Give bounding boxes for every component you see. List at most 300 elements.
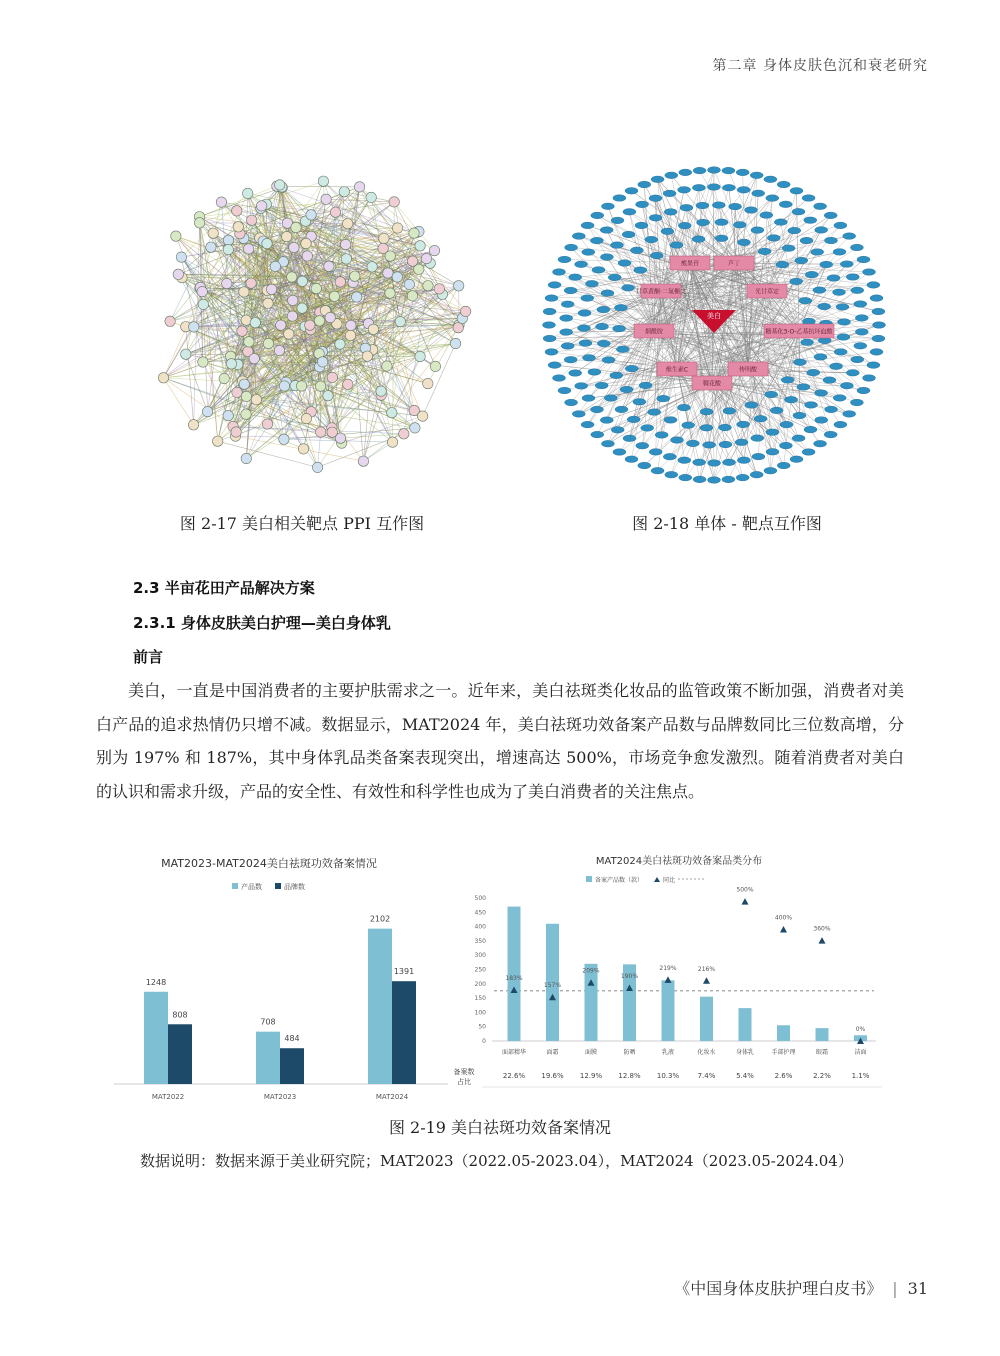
- ppi-node: [314, 316, 324, 326]
- ppi-node: [343, 379, 353, 389]
- category-bar: [662, 980, 675, 1041]
- category-label: 化妆水: [697, 1049, 716, 1056]
- bar-value: 2102: [369, 914, 391, 924]
- ppi-node: [222, 278, 232, 288]
- ppi-node: [429, 245, 439, 255]
- target-node: [545, 349, 558, 356]
- target-node: [664, 209, 677, 216]
- target-node: [613, 195, 626, 202]
- category-bar: [739, 1008, 752, 1041]
- ppi-node: [315, 381, 325, 391]
- target-node: [622, 231, 635, 238]
- y-tick-label: 150: [474, 995, 486, 1003]
- share-value: 12.9%: [579, 1072, 603, 1080]
- target-node: [820, 261, 833, 268]
- target-node: [707, 184, 720, 191]
- running-head: 第二章 身体皮肤色沉和衰老研究: [712, 58, 928, 74]
- target-node: [575, 383, 588, 390]
- legend-marker: [654, 877, 660, 882]
- target-node: [679, 169, 692, 176]
- share-value: 12.8%: [618, 1072, 641, 1080]
- ppi-node: [202, 406, 212, 416]
- target-node: [813, 287, 826, 294]
- ppi-node: [434, 284, 444, 294]
- yoy-label: 190%: [620, 973, 639, 981]
- target-node: [805, 271, 818, 278]
- target-node: [764, 467, 777, 474]
- ppi-node: [324, 261, 334, 271]
- ppi-node: [382, 361, 392, 371]
- target-node: [754, 415, 767, 422]
- target-node: [614, 304, 627, 311]
- target-node: [625, 456, 638, 463]
- ppi-node: [311, 283, 321, 293]
- target-node: [802, 449, 815, 456]
- target-node: [680, 204, 693, 211]
- target-node: [611, 217, 624, 224]
- target-node: [846, 274, 859, 281]
- target-node: [834, 349, 847, 356]
- target-node: [722, 167, 735, 174]
- target-node: [548, 282, 561, 289]
- category-bar: [816, 1028, 829, 1041]
- ppi-node: [387, 437, 397, 447]
- target-node: [578, 325, 591, 332]
- target-node: [601, 440, 614, 447]
- target-node: [649, 195, 662, 202]
- target-node: [745, 207, 758, 214]
- target-node: [712, 202, 725, 209]
- share-value: 19.6%: [541, 1072, 564, 1080]
- yoy-label: 209%: [582, 967, 600, 975]
- target-node: [700, 408, 713, 415]
- category-label: 面部精华: [501, 1049, 527, 1056]
- target-node: [751, 435, 764, 442]
- share-value: 22.6%: [502, 1072, 526, 1080]
- target-node: [729, 203, 742, 210]
- center-target-label: 美白: [707, 312, 721, 320]
- target-node: [618, 260, 631, 267]
- target-node: [641, 425, 654, 432]
- target-node: [597, 306, 610, 313]
- category-label: MAT2024: [375, 1093, 409, 1101]
- target-node: [583, 355, 596, 362]
- ppi-node: [223, 235, 233, 245]
- target-node: [777, 462, 790, 469]
- target-node: [597, 340, 610, 347]
- target-node: [613, 325, 626, 332]
- target-node: [863, 269, 876, 276]
- target-node: [664, 417, 677, 424]
- target-node: [833, 289, 846, 296]
- target-node: [588, 369, 601, 376]
- target-node: [751, 227, 764, 234]
- target-node: [851, 356, 864, 363]
- target-node: [692, 236, 705, 243]
- target-node: [565, 399, 578, 406]
- target-node: [745, 402, 758, 409]
- target-node: [661, 228, 674, 235]
- target-node: [779, 442, 792, 449]
- target-node: [649, 215, 662, 222]
- target-node: [592, 267, 605, 274]
- ppi-node: [241, 315, 251, 325]
- target-node: [581, 222, 594, 229]
- target-node: [827, 275, 840, 282]
- target-node: [779, 201, 792, 208]
- target-node: [601, 203, 614, 210]
- compound-label: 熊果苷: [680, 260, 700, 268]
- ppi-node: [247, 215, 257, 225]
- bar-value: 1248: [145, 977, 167, 987]
- ppi-node: [257, 201, 267, 211]
- target-node: [693, 476, 706, 483]
- target-node: [840, 382, 853, 389]
- target-node: [579, 340, 592, 347]
- target-node: [623, 209, 636, 216]
- ppi-node: [198, 299, 208, 309]
- target-node: [670, 242, 683, 249]
- target-node: [665, 172, 678, 179]
- target-node: [715, 219, 728, 226]
- target-node: [636, 201, 649, 208]
- target-node: [723, 459, 736, 466]
- y-tick-label: 200: [474, 980, 486, 988]
- target-node: [823, 377, 836, 384]
- share-value: 10.3%: [656, 1072, 680, 1080]
- target-node: [582, 395, 595, 402]
- target-node: [715, 235, 728, 242]
- target-node: [553, 269, 566, 276]
- target-node: [610, 372, 623, 379]
- target-node: [697, 219, 710, 226]
- target-node: [708, 460, 721, 467]
- ppi-node: [223, 410, 233, 420]
- ppi-node: [288, 295, 298, 305]
- ppi-node: [399, 429, 409, 439]
- compound-label: 鞣花酸: [702, 380, 722, 388]
- target-node: [777, 181, 790, 188]
- page-footer: [674, 1276, 928, 1299]
- ppi-node: [301, 413, 311, 423]
- ppi-node: [358, 456, 368, 466]
- ppi-node: [335, 339, 345, 349]
- category-label: 手部护理: [771, 1049, 796, 1056]
- y-tick-label: 450: [474, 909, 486, 917]
- ppi-node: [262, 238, 272, 248]
- ppi-node: [350, 271, 360, 281]
- y-tick-label: 250: [474, 966, 486, 974]
- target-node: [855, 315, 868, 322]
- target-node: [627, 416, 640, 423]
- target-node: [671, 437, 684, 444]
- ppi-edge: [277, 186, 360, 187]
- target-node: [591, 431, 604, 438]
- ppi-node: [198, 357, 208, 367]
- target-node: [638, 462, 651, 469]
- target-node: [678, 404, 691, 411]
- ppi-node: [341, 239, 351, 249]
- ppi-node: [383, 268, 393, 278]
- ppi-node: [339, 187, 349, 197]
- ppi-node: [296, 381, 306, 391]
- yoy-label: 219%: [659, 964, 677, 972]
- target-node: [700, 425, 713, 432]
- ppi-node: [158, 373, 168, 383]
- target-node: [611, 427, 624, 434]
- ppi-node: [352, 292, 362, 302]
- ppi-node: [223, 244, 233, 254]
- compound-label: 光甘草定: [754, 288, 780, 296]
- target-node: [696, 202, 709, 209]
- target-node: [635, 222, 648, 229]
- legend-swatch-bar: [586, 876, 592, 882]
- target-node: [765, 391, 778, 398]
- target-node: [591, 212, 604, 219]
- ppi-node: [282, 231, 292, 241]
- target-node: [708, 167, 721, 174]
- y-tick-label: 0: [482, 1038, 486, 1045]
- ppi-node: [276, 320, 286, 330]
- ppi-node: [316, 427, 326, 437]
- target-node: [792, 435, 805, 442]
- ppi-node: [341, 254, 351, 264]
- y-tick-label: 100: [474, 1009, 486, 1017]
- legend-label: 品牌数: [284, 883, 305, 891]
- data-note: 数据说明：数据来源于美业研究院；MAT2023（2022.05-2023.04），MAT2024（2023.05-2024.04）: [140, 1152, 853, 1170]
- category-label: MAT2023: [263, 1093, 297, 1101]
- ppi-node: [244, 337, 254, 347]
- ppi-node: [301, 238, 311, 248]
- category-label: 乳液: [661, 1049, 675, 1056]
- target-node: [807, 369, 820, 376]
- target-node: [863, 375, 876, 382]
- ppi-node: [415, 351, 425, 361]
- target-node: [601, 290, 614, 297]
- target-node: [738, 239, 751, 246]
- target-node: [843, 233, 856, 240]
- category-distribution-chart: [446, 850, 894, 1110]
- target-node: [548, 362, 561, 369]
- target-node: [585, 280, 598, 287]
- target-node: [564, 356, 577, 363]
- yoy-marker: [703, 977, 710, 984]
- target-node: [553, 375, 566, 382]
- target-node: [737, 457, 750, 464]
- target-node: [752, 453, 765, 460]
- target-node: [833, 395, 846, 402]
- ppi-node: [171, 231, 181, 241]
- ppi-node: [243, 244, 253, 254]
- target-node: [850, 244, 863, 251]
- yoy-marker: [665, 976, 672, 983]
- body-paragraph: [96, 674, 904, 808]
- target-node: [815, 390, 828, 397]
- target-node: [608, 274, 621, 281]
- target-node: [793, 412, 806, 419]
- legend-swatch-0: [232, 883, 238, 889]
- ppi-node: [216, 197, 226, 207]
- fig18-caption: 图 2-18 单体 - 靶点互作图: [632, 514, 822, 533]
- ppi-node: [284, 329, 294, 339]
- target-node: [774, 219, 787, 226]
- target-node: [872, 335, 885, 342]
- target-node: [649, 449, 662, 456]
- target-node: [797, 384, 810, 391]
- ppi-node: [243, 188, 253, 198]
- yoy-label: 216%: [697, 965, 716, 973]
- target-node: [582, 249, 595, 256]
- heading-preface: 前言: [133, 648, 164, 666]
- target-node: [678, 222, 691, 229]
- ppi-node: [188, 420, 198, 430]
- target-node: [735, 439, 748, 446]
- paragraph-text: 美白，一直是中国消费者的主要护肤需求之一。近年来，美白祛斑类化妆品的监管政策不断加强，消费者对美白产品的追求热情仍只增不减。数据显示，MAT2024 年，美白祛斑功效备案产品数与品牌数同比三位数高增，分别为 197% 和 187%，其中身体乳品类备案表现突出，增速高达 500%，市场竞争愈发激烈。随着消费者对美白的认识和需求升级，产品的安全性、有效性和科学性也成为了美白消费者的关注焦点。: [96, 681, 904, 801]
- target-node: [581, 421, 594, 428]
- target-node: [639, 382, 652, 389]
- target-node: [818, 303, 831, 310]
- target-node: [825, 237, 838, 244]
- book-title: 《中国身体皮肤护理白皮书》: [674, 1279, 883, 1298]
- ppi-node: [249, 354, 259, 364]
- target-node: [834, 421, 847, 428]
- ppi-node: [176, 252, 186, 262]
- bar-value: 1391: [393, 967, 415, 977]
- ppi-node: [376, 386, 386, 396]
- target-node: [815, 417, 828, 424]
- target-node: [663, 190, 676, 197]
- target-node: [572, 411, 585, 418]
- target-node: [625, 188, 638, 195]
- compound-label: 糖基化3-O-乙基抗坏血酸: [765, 328, 833, 336]
- ppi-node: [219, 373, 229, 383]
- ppi-node: [312, 462, 322, 472]
- target-node: [620, 386, 633, 393]
- target-node: [854, 343, 867, 350]
- yoy-label: 0%: [855, 1026, 866, 1033]
- ppi-node: [325, 312, 335, 322]
- target-node: [634, 267, 647, 274]
- target-node: [682, 422, 695, 429]
- target-node: [565, 244, 578, 251]
- ppi-node: [362, 351, 372, 361]
- fig17-caption: 图 2-17 美白相关靶点 PPI 互作图: [179, 514, 425, 533]
- ppi-node: [454, 281, 464, 291]
- target-node: [679, 474, 692, 481]
- target-node: [560, 329, 573, 336]
- target-node: [867, 362, 880, 369]
- target-node: [846, 370, 859, 377]
- target-node: [692, 184, 705, 191]
- target-node: [600, 254, 613, 261]
- compound-label: 维生素C: [665, 366, 689, 374]
- footer-separator: |: [892, 1279, 898, 1298]
- share-label: 占比: [457, 1078, 471, 1086]
- target-node: [561, 301, 574, 308]
- y-tick-label: 500: [474, 895, 486, 902]
- legend-label: 同比: [663, 877, 676, 884]
- ppi-node: [345, 330, 355, 340]
- target-node: [767, 235, 780, 242]
- target-node: [801, 339, 814, 346]
- ppi-node: [197, 286, 207, 296]
- target-node: [650, 252, 663, 259]
- fig19-caption: 图 2-19 美白祛斑功效备案情况: [388, 1118, 612, 1137]
- ppi-node: [418, 411, 428, 421]
- category-label: 面膜: [584, 1049, 598, 1056]
- target-node: [564, 287, 577, 294]
- target-node: [788, 227, 801, 234]
- target-node: [604, 395, 617, 402]
- target-node: [678, 187, 691, 194]
- category-label: 洁面: [854, 1049, 867, 1056]
- target-node: [802, 195, 815, 202]
- ppi-node: [450, 338, 460, 348]
- ppi-node: [213, 436, 223, 446]
- ppi-node: [206, 242, 216, 252]
- target-node: [833, 249, 846, 256]
- target-node: [790, 188, 803, 195]
- target-node: [596, 323, 609, 330]
- ppi-node: [404, 279, 414, 289]
- target-node: [804, 217, 817, 224]
- target-node: [830, 363, 843, 370]
- target-node: [766, 429, 779, 436]
- target-node: [854, 301, 867, 308]
- bar-品牌数: [280, 1048, 304, 1084]
- category-bar: [700, 997, 713, 1041]
- target-node: [782, 245, 795, 252]
- target-node: [837, 334, 850, 341]
- target-node: [850, 399, 863, 406]
- target-node: [781, 377, 794, 384]
- ppi-node: [275, 180, 285, 190]
- target-node: [645, 236, 658, 243]
- target-node: [665, 471, 678, 478]
- yoy-marker: [780, 926, 787, 933]
- target-node: [543, 335, 556, 342]
- target-node: [595, 382, 608, 389]
- bar-value: 808: [172, 1010, 188, 1020]
- ppi-node: [409, 228, 419, 238]
- yoy-label: 183%: [505, 974, 523, 982]
- share-label: 备案数: [453, 1068, 475, 1076]
- target-node: [872, 308, 885, 315]
- ppi-node: [317, 357, 327, 367]
- ppi-node: [327, 427, 337, 437]
- ppi-node: [291, 222, 301, 232]
- category-label: MAT2022: [151, 1093, 185, 1101]
- target-node: [770, 407, 783, 414]
- ppi-node: [368, 324, 378, 334]
- ppi-node: [251, 395, 261, 405]
- target-node: [873, 322, 886, 329]
- ppi-node: [208, 228, 218, 238]
- legend-label: 产品数: [241, 883, 262, 891]
- bar-产品数: [256, 1032, 280, 1084]
- category-label: 身体乳: [735, 1049, 755, 1056]
- ppi-node: [241, 453, 251, 463]
- bar-value: 708: [260, 1017, 276, 1027]
- target-node: [569, 274, 582, 281]
- ppi-node: [266, 284, 276, 294]
- yoy-marker: [742, 898, 749, 905]
- target-node: [569, 370, 582, 377]
- target-node: [558, 256, 571, 263]
- target-node: [575, 261, 588, 268]
- ppi-node: [354, 182, 364, 192]
- ppi-node: [323, 391, 333, 401]
